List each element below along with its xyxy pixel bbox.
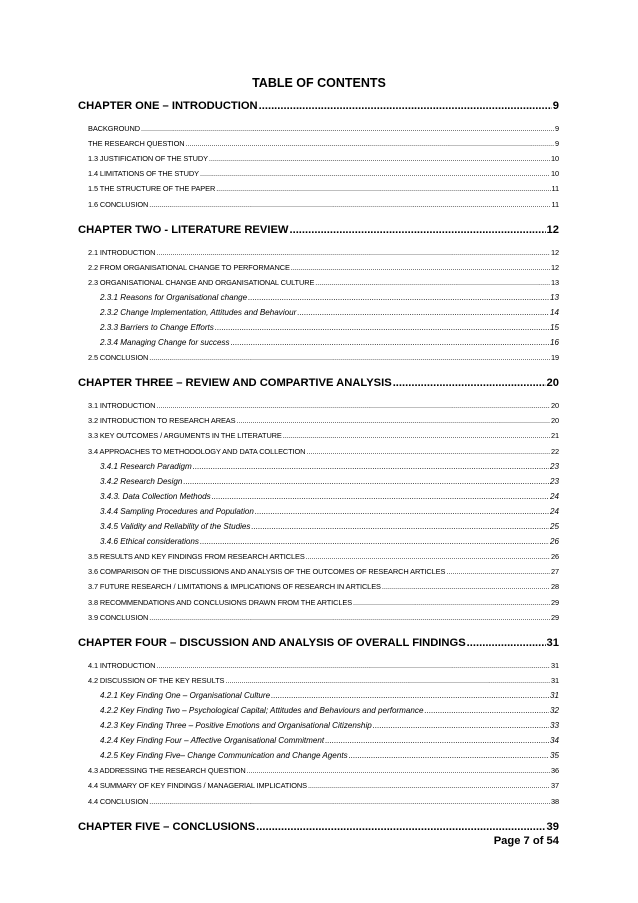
toc-subsection-entry[interactable] — [100, 293, 559, 302]
toc-section-entry[interactable] — [88, 431, 559, 440]
toc-entry-page: 9 — [554, 124, 559, 133]
dot-leader — [212, 492, 549, 501]
toc-subsection-entry[interactable] — [100, 507, 559, 516]
toc-entry-page: 33 — [549, 721, 559, 730]
dot-leader — [231, 338, 549, 347]
toc-subsection-entry[interactable] — [100, 751, 559, 760]
toc-entry-label: 1.6 CONCLUSION — [88, 199, 149, 209]
dot-leader — [156, 248, 550, 257]
toc-subsection-entry[interactable] — [100, 537, 559, 546]
dot-leader — [308, 781, 550, 790]
dot-leader — [306, 552, 550, 561]
dot-leader — [291, 263, 550, 272]
toc-entry-label: BACKGROUND — [88, 124, 140, 133]
dot-leader — [209, 154, 550, 163]
toc-entry-label: 4.3 ADDRESSING THE RESEARCH QUESTION — [88, 766, 246, 776]
toc-entry-page: 25 — [549, 522, 559, 531]
dot-leader — [306, 447, 550, 456]
dot-leader — [325, 736, 549, 745]
dot-leader — [283, 431, 550, 440]
dot-leader — [424, 706, 549, 715]
dot-leader — [236, 416, 550, 425]
toc-subsection-entry[interactable] — [100, 691, 559, 700]
dot-leader — [289, 224, 545, 236]
toc-subsection-entry[interactable] — [100, 522, 559, 531]
toc-entry-page: 35 — [549, 751, 559, 761]
toc-entry-label: 4.2 DISCUSSION OF THE KEY RESULTS — [88, 675, 225, 685]
toc-subsection-entry[interactable] — [100, 736, 559, 745]
dot-leader — [193, 462, 549, 471]
toc-entry-page: 29 — [550, 612, 559, 622]
toc-section-entry[interactable] — [88, 613, 559, 622]
toc-entry-label: 3.3 KEY OUTCOMES / ARGUMENTS IN THE LITERATURE — [88, 431, 282, 441]
toc-entry-page: 34 — [549, 736, 559, 746]
toc-section-entry[interactable] — [88, 582, 559, 591]
dot-leader — [149, 613, 550, 622]
dot-leader — [271, 691, 549, 700]
toc-chapter-entry[interactable] — [78, 224, 559, 236]
toc-subsection-entry[interactable] — [100, 477, 559, 486]
toc-entry-label: 2.3.2 Change Implementation, Attitudes and Behaviour — [100, 307, 297, 317]
dot-leader — [353, 598, 550, 607]
toc-section-entry[interactable] — [88, 447, 559, 456]
toc-entry-label: 3.4.3. Data Collection Methods — [100, 491, 211, 501]
dot-leader — [467, 637, 546, 649]
toc-entry-page: 26 — [549, 537, 559, 547]
toc-entry-page: 20 — [550, 416, 559, 426]
toc-subsection-entry[interactable] — [100, 706, 559, 715]
toc-chapter-entry[interactable] — [78, 377, 559, 389]
toc-entry-label: 3.5 RESULTS AND KEY FINDINGS FROM RESEARCH ARTICLES — [88, 552, 305, 562]
toc-entry-label: 4.2.2 Key Finding Two – Psychological Capital; Attitudes and Behaviours and performance — [100, 705, 424, 715]
toc-entry-label: 2.3.3 Barriers to Change Efforts — [100, 323, 214, 332]
toc-entry-page: 31 — [550, 675, 559, 685]
dot-leader — [156, 661, 550, 670]
dot-leader — [297, 308, 549, 317]
toc-section-entry[interactable] — [88, 154, 559, 163]
dot-leader — [215, 323, 549, 332]
toc-entry-page: 39 — [546, 820, 559, 833]
toc-entry-label: 2.3.4 Managing Change for success — [100, 338, 230, 348]
toc-entry-page: 9 — [552, 100, 559, 112]
toc-entry-label: THE RESEARCH QUESTION — [88, 139, 185, 149]
toc-entry-page: 9 — [554, 139, 559, 149]
toc-entry-label: 3.4.1 Research Paradigm — [100, 461, 192, 471]
dot-leader — [393, 377, 546, 389]
toc-subsection-entry[interactable] — [100, 338, 559, 347]
toc-entry-label: 1.5 THE STRUCTURE OF THE PAPER — [88, 184, 216, 194]
toc-entry-page: 15 — [549, 323, 559, 332]
toc-section-entry[interactable] — [88, 169, 559, 178]
toc-entry-page: 29 — [550, 597, 559, 607]
toc-entry-page: 32 — [549, 705, 559, 715]
toc-entry-label: CHAPTER FOUR – DISCUSSION AND ANALYSIS OF OVERALL FINDINGS — [78, 636, 466, 649]
toc-entry-page: 31 — [549, 690, 559, 700]
toc-entry-label: 3.8 RECOMMENDATIONS AND CONCLUSIONS DRAWN FROM THE ARTICLES — [88, 597, 353, 607]
toc-entry-label: 4.4 SUMMARY OF KEY FINDINGS / MANAGERIAL IMPLICATIONS — [88, 781, 307, 791]
toc-section-entry[interactable] — [88, 124, 559, 133]
toc-subsection-entry[interactable] — [100, 492, 559, 501]
dot-leader — [382, 582, 550, 591]
toc-chapter-entry[interactable] — [78, 100, 559, 112]
dot-leader — [200, 169, 550, 178]
toc-entry-label: 3.2 INTRODUCTION TO RESEARCH AREAS — [88, 416, 236, 426]
toc-entry-page: 20 — [546, 377, 559, 390]
dot-leader — [149, 797, 550, 806]
dot-leader — [225, 676, 550, 685]
toc-entry-page: 11 — [551, 184, 559, 194]
toc-entry-label: 3.4 APPROACHES TO METHODOLOGY AND DATA COLLECTION — [88, 446, 306, 456]
dot-leader — [185, 139, 554, 148]
toc-entry-label: CHAPTER TWO - LITERATURE REVIEW — [78, 223, 289, 236]
toc-entry-page: 12 — [550, 262, 559, 272]
toc-section-entry[interactable] — [88, 552, 559, 561]
toc-entry-page: 13 — [550, 277, 559, 287]
dot-leader — [349, 751, 549, 760]
toc-entry-page: 20 — [550, 401, 559, 411]
toc-section-entry[interactable] — [88, 676, 559, 685]
toc-entry-label: 4.2.5 Key Finding Five– Change Communication and Change Agents — [100, 751, 348, 761]
toc-entry-page: 24 — [549, 491, 559, 501]
toc-entry-page: 13 — [549, 292, 559, 302]
toc-section-entry[interactable] — [88, 278, 559, 287]
toc-entry-page: 36 — [550, 766, 559, 776]
toc-section-entry[interactable] — [88, 661, 559, 670]
toc-entry-page: 22 — [550, 446, 559, 456]
toc-entry-page: 27 — [550, 567, 559, 577]
toc-title: TABLE OF CONTENTS — [252, 76, 386, 90]
toc-entry-page: 23 — [549, 461, 559, 471]
toc-entry-label: 4.1 INTRODUCTION — [88, 660, 156, 670]
toc-entry-page: 14 — [549, 307, 559, 317]
toc-entry-page: 12 — [550, 247, 559, 257]
dot-leader — [216, 184, 550, 193]
toc-entry-page: 23 — [549, 476, 559, 486]
toc-entry-label: CHAPTER THREE – REVIEW AND COMPARTIVE ANALYSIS — [78, 377, 392, 390]
dot-leader — [373, 721, 549, 730]
toc-entry-label: 4.2.4 Key Finding Four – Affective Organisational Commitment — [100, 736, 325, 746]
toc-entry-page: 24 — [549, 506, 559, 516]
toc-entry-page: 10 — [550, 169, 559, 179]
toc-entry-label: 2.1 INTRODUCTION — [88, 247, 156, 257]
toc-entry-label: 3.4.4 Sampling Procedures and Population — [100, 506, 254, 516]
toc-entry-page: 38 — [550, 796, 559, 806]
toc-chapter-entry[interactable] — [78, 637, 559, 649]
toc-entry-label: CHAPTER ONE – INTRODUCTION — [78, 100, 258, 112]
toc-entry-page: 31 — [546, 636, 559, 649]
dot-leader — [251, 522, 549, 531]
toc-entry-label: 3.6 COMPARISON OF THE DISCUSSIONS AND ANALYSIS OF THE OUTCOMES OF RESEARCH ARTICLES — [88, 567, 446, 577]
dot-leader — [315, 278, 550, 287]
toc-entry-page: 31 — [550, 660, 559, 670]
toc-entry-label: 4.2.3 Key Finding Three – Positive Emotions and Organisational Citizenship — [100, 721, 372, 730]
toc-entry-label: 3.4.2 Research Design — [100, 476, 183, 486]
toc-section-entry[interactable] — [88, 184, 559, 193]
dot-leader — [183, 477, 549, 486]
toc-entry-label: 2.3 ORGANISATIONAL CHANGE AND ORGANISATIONAL CULTURE — [88, 277, 315, 287]
toc-entry-page: 19 — [550, 353, 559, 363]
dot-leader — [141, 124, 554, 133]
toc-entry-label: 4.4 CONCLUSION — [88, 796, 149, 806]
toc-entry-label: 4.2.1 Key Finding One – Organisational Culture — [100, 690, 271, 700]
toc-section-entry[interactable] — [88, 200, 559, 209]
toc-section-entry[interactable] — [88, 766, 559, 775]
dot-leader — [446, 567, 550, 576]
dot-leader — [149, 353, 550, 362]
toc-section-entry[interactable] — [88, 263, 559, 272]
toc-entry-page: 21 — [550, 431, 559, 441]
toc-section-entry[interactable] — [88, 401, 559, 410]
toc-section-entry[interactable] — [88, 248, 559, 257]
toc-entry-label: 1.4 LIMITATIONS OF THE STUDY — [88, 169, 199, 179]
toc-subsection-entry[interactable] — [100, 462, 559, 471]
toc-entry-page: 16 — [549, 338, 559, 348]
toc-entry-label: 3.9 CONCLUSION — [88, 612, 149, 622]
toc-entry-label: 3.7 FUTURE RESEARCH / LIMITATIONS & IMPLICATIONS OF RESEARCH IN ARTICLES — [88, 582, 381, 592]
toc-section-entry[interactable] — [88, 797, 559, 806]
toc-subsection-entry[interactable] — [100, 721, 559, 730]
toc-entry-label: 3.4.6 Ethical considerations — [100, 537, 199, 547]
dot-leader — [248, 293, 549, 302]
toc-entry-label: 3.4.5 Validity and Reliability of the Studies — [100, 522, 251, 531]
toc-subsection-entry[interactable] — [100, 323, 559, 332]
toc-section-entry[interactable] — [88, 781, 559, 790]
toc-entry-label: CHAPTER FIVE – CONCLUSIONS — [78, 820, 256, 833]
toc-entry-label: 1.3 JUSTIFICATION OF THE STUDY — [88, 154, 208, 164]
toc-chapter-entry[interactable] — [78, 821, 559, 833]
toc-section-entry[interactable] — [88, 416, 559, 425]
dot-leader — [259, 100, 552, 112]
toc-subsection-entry[interactable] — [100, 308, 559, 317]
toc-entry-page: 28 — [550, 582, 559, 592]
toc-entry-label: 2.3.1 Reasons for Organisational change — [100, 292, 248, 302]
toc-entry-page: 12 — [546, 223, 559, 236]
toc-section-entry[interactable] — [88, 353, 559, 362]
dot-leader — [149, 200, 550, 209]
page-number-footer: Page 7 of 54 — [493, 835, 559, 847]
dot-leader — [256, 821, 545, 833]
toc-section-entry[interactable] — [88, 598, 559, 607]
toc-entry-page: 11 — [551, 199, 559, 209]
toc-entry-page: 26 — [550, 552, 559, 562]
dot-leader — [255, 507, 549, 516]
dot-leader — [156, 401, 550, 410]
dot-leader — [200, 537, 549, 546]
toc-entry-label: 2.5 CONCLUSION — [88, 353, 149, 363]
toc-entry-label: 2.2 FROM ORGANISATIONAL CHANGE TO PERFORMANCE — [88, 262, 290, 272]
toc-entry-label: 3.1 INTRODUCTION — [88, 401, 156, 411]
toc-section-entry[interactable] — [88, 567, 559, 576]
dot-leader — [247, 766, 550, 775]
toc-section-entry[interactable] — [88, 139, 559, 148]
toc-entry-page: 10 — [550, 154, 559, 164]
toc-entry-page: 37 — [550, 781, 559, 791]
